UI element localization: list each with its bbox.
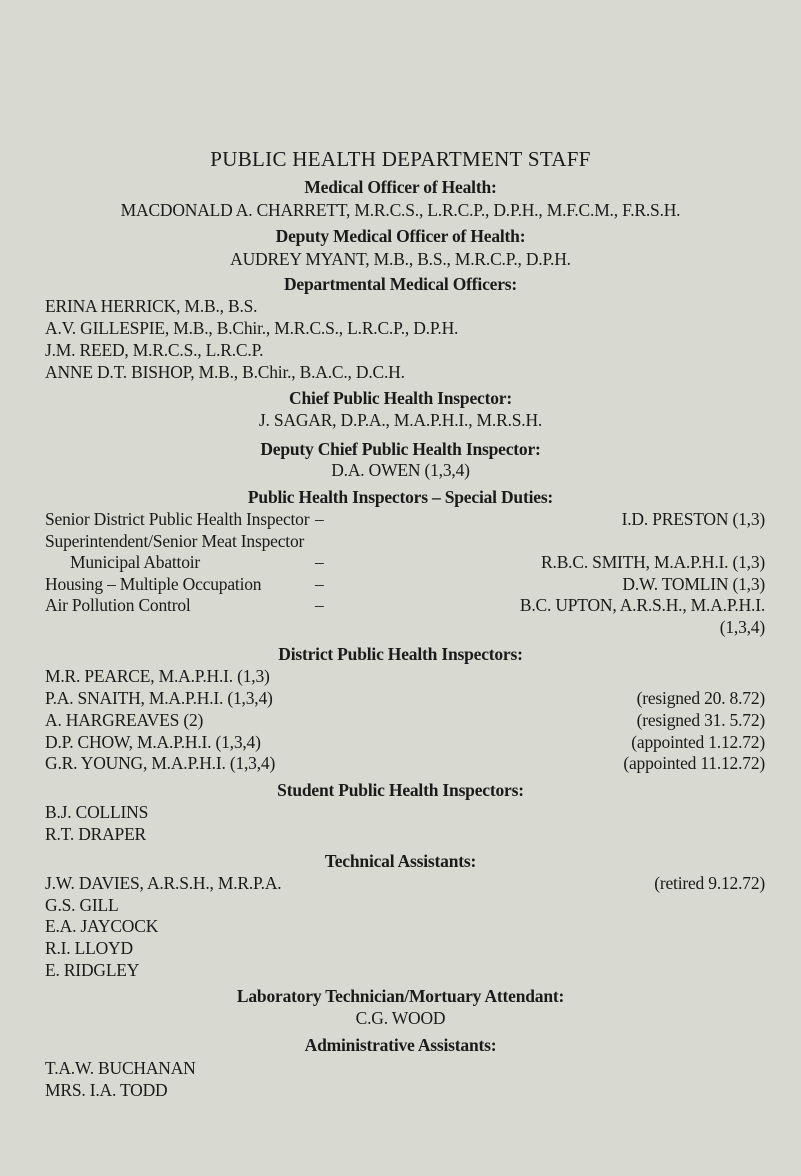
- staff-name: P.A. SNAITH, M.A.P.H.I. (1,3,4): [45, 688, 273, 708]
- special-role: Senior District Public Health Inspector: [45, 509, 310, 529]
- technical-row: [45, 915, 765, 937]
- special-role: Municipal Abattoir: [70, 552, 201, 572]
- staff-note: (resigned 31. 5.72): [636, 710, 765, 730]
- staff-name: D.P. CHOW, M.A.P.H.I. (1,3,4): [45, 732, 261, 752]
- technical-row: [45, 937, 765, 959]
- staff-name: E. RIDGLEY: [45, 960, 140, 980]
- special-row: [45, 530, 765, 552]
- dept-name: J.M. REED, M.R.C.S., L.R.C.P.: [45, 340, 264, 360]
- staff-name: J.W. DAVIES, A.R.S.H., M.R.P.A.: [45, 873, 282, 893]
- student-name: R.T. DRAPER: [45, 824, 147, 844]
- page-title: PUBLIC HEALTH DEPARTMENT STAFF: [210, 147, 591, 171]
- staff-note: (retired 9.12.72): [654, 873, 765, 893]
- dash: –: [315, 552, 324, 572]
- special-row: [45, 616, 765, 638]
- special-row: [45, 573, 765, 595]
- admin-name: T.A.W. BUCHANAN: [45, 1058, 196, 1078]
- special-name: B.C. UPTON, A.R.S.H., M.A.P.H.I.: [519, 595, 765, 615]
- special-name: I.D. PRESTON (1,3): [621, 509, 765, 529]
- special-name: R.B.C. SMITH, M.A.P.H.I. (1,3): [541, 552, 765, 572]
- district-row: [45, 752, 765, 774]
- cphi-name: J. SAGAR, D.P.A., M.A.P.H.I., M.R.S.H.: [258, 410, 543, 430]
- special-role: Housing – Multiple Occupation: [45, 574, 262, 594]
- district-row: [45, 665, 765, 687]
- technical-row: [45, 894, 765, 916]
- district-row: [45, 687, 765, 709]
- cphi-heading: Chief Public Health Inspector:: [289, 388, 512, 408]
- dash: –: [315, 595, 324, 615]
- dash: –: [315, 574, 324, 594]
- dcphi-name: D.A. OWEN (1,3,4): [331, 460, 470, 480]
- staff-name: A. HARGREAVES (2): [45, 710, 204, 730]
- moh-name: MACDONALD A. CHARRETT, M.R.C.S., L.R.C.P., D.P.H., M.F.C.M., F.R.S.H.: [120, 200, 681, 220]
- dash: –: [315, 509, 324, 529]
- technical-heading: Technical Assistants:: [324, 851, 477, 871]
- dept-name: A.V. GILLESPIE, M.B., B.Chir., M.R.C.S., L.R.C.P., D.P.H.: [45, 318, 459, 338]
- student-name: B.J. COLLINS: [45, 802, 149, 822]
- district-row: [45, 709, 765, 731]
- dept-name: ANNE D.T. BISHOP, M.B., B.Chir., B.A.C., D.C.H.: [45, 362, 405, 382]
- special-name-cont: (1,3,4): [719, 617, 765, 637]
- district-heading: District Public Health Inspectors:: [278, 644, 523, 664]
- staff-name: R.I. LLOYD: [45, 938, 133, 958]
- student-heading: Student Public Health Inspectors:: [277, 780, 524, 800]
- lab-heading: Laboratory Technician/Mortuary Attendant:: [236, 986, 565, 1006]
- special-row: [45, 594, 765, 616]
- district-row: [45, 731, 765, 753]
- special-role: Superintendent/Senior Meat Inspector: [45, 531, 305, 551]
- dept-heading: Departmental Medical Officers:: [283, 274, 518, 294]
- admin-heading: Administrative Assistants:: [304, 1035, 497, 1055]
- special-row: [45, 551, 765, 573]
- dcphi-heading: Deputy Chief Public Health Inspector:: [260, 439, 541, 459]
- dept-name: ERINA HERRICK, M.B., B.S.: [45, 296, 258, 316]
- staff-name: G.R. YOUNG, M.A.P.H.I. (1,3,4): [45, 753, 276, 773]
- staff-name: G.S. GILL: [45, 895, 119, 915]
- staff-note: (resigned 20. 8.72): [636, 688, 765, 708]
- lab-name: C.G. WOOD: [355, 1008, 446, 1028]
- technical-row: [45, 959, 765, 981]
- staff-note: (appointed 11.12.72): [623, 753, 765, 773]
- staff-note: (appointed 1.12.72): [631, 732, 765, 752]
- technical-row: [45, 872, 765, 894]
- special-heading: Public Health Inspectors – Special Duties:: [247, 487, 554, 507]
- dmoh-name: AUDREY MYANT, M.B., B.S., M.R.C.P., D.P.H.: [230, 249, 571, 269]
- special-row: [45, 508, 765, 530]
- staff-name: E.A. JAYCOCK: [45, 916, 159, 936]
- moh-heading: Medical Officer of Health:: [304, 177, 497, 197]
- special-name: D.W. TOMLIN (1,3): [622, 574, 765, 594]
- dmoh-heading: Deputy Medical Officer of Health:: [275, 226, 526, 246]
- admin-name: MRS. I.A. TODD: [45, 1080, 168, 1100]
- special-role: Air Pollution Control: [45, 595, 191, 615]
- staff-name: M.R. PEARCE, M.A.P.H.I. (1,3): [45, 666, 270, 686]
